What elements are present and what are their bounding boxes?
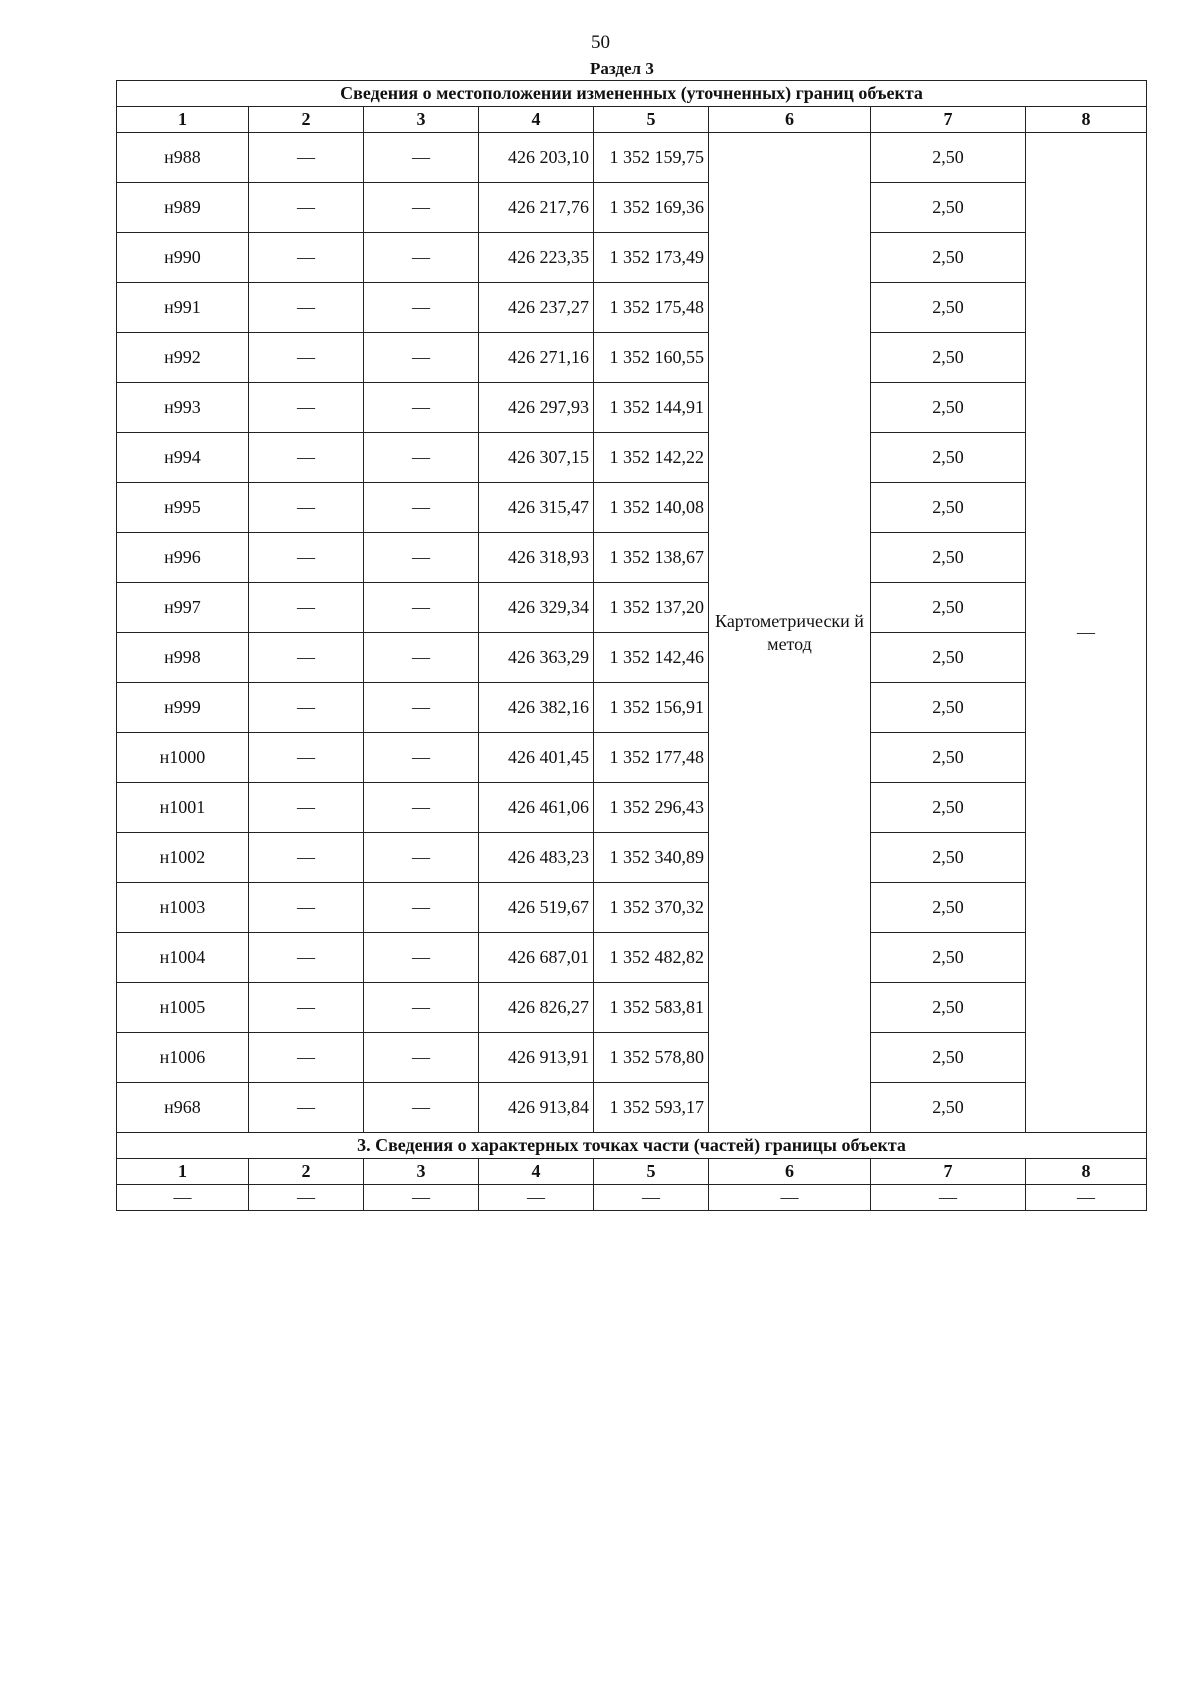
table1-header-cell: 7 — [871, 107, 1026, 133]
table2-cell: — — [871, 1185, 1026, 1211]
point-cell: н989 — [117, 183, 249, 233]
table2-header-cell: 8 — [1026, 1159, 1147, 1185]
accuracy-cell: 2,50 — [871, 633, 1026, 683]
y-coordinate-cell: 1 352 144,91 — [594, 383, 709, 433]
x-coordinate-cell: 426 687,01 — [479, 933, 594, 983]
col2-cell: — — [249, 883, 364, 933]
x-coordinate-cell: 426 237,27 — [479, 283, 594, 333]
col3-cell: — — [364, 483, 479, 533]
col2-cell: — — [249, 833, 364, 883]
col3-cell: — — [364, 683, 479, 733]
accuracy-cell: 2,50 — [871, 833, 1026, 883]
x-coordinate-cell: 426 217,76 — [479, 183, 594, 233]
table-row — [117, 133, 1147, 183]
table1-header-cell: 2 — [249, 107, 364, 133]
col3-cell: — — [364, 383, 479, 433]
col2-cell: — — [249, 433, 364, 483]
y-coordinate-cell: 1 352 140,08 — [594, 483, 709, 533]
point-cell: н1002 — [117, 833, 249, 883]
point-cell: н1004 — [117, 933, 249, 983]
table2-cell: — — [594, 1185, 709, 1211]
table2-header-cell: 2 — [249, 1159, 364, 1185]
col2-cell: — — [249, 1083, 364, 1133]
accuracy-cell: 2,50 — [871, 733, 1026, 783]
x-coordinate-cell: 426 913,84 — [479, 1083, 594, 1133]
table-row — [117, 883, 1147, 933]
col3-cell: — — [364, 283, 479, 333]
col3-cell: — — [364, 633, 479, 683]
accuracy-cell: 2,50 — [871, 533, 1026, 583]
col3-cell: — — [364, 133, 479, 183]
y-coordinate-cell: 1 352 583,81 — [594, 983, 709, 1033]
x-coordinate-cell: 426 271,16 — [479, 333, 594, 383]
point-cell: н988 — [117, 133, 249, 183]
table-row — [117, 1083, 1147, 1133]
col2-cell: — — [249, 283, 364, 333]
point-cell: н1003 — [117, 883, 249, 933]
point-cell: н990 — [117, 233, 249, 283]
col3-cell: — — [364, 883, 479, 933]
col2-cell: — — [249, 183, 364, 233]
col2-cell: — — [249, 533, 364, 583]
col3-cell: — — [364, 1083, 479, 1133]
accuracy-cell: 2,50 — [871, 1083, 1026, 1133]
accuracy-cell: 2,50 — [871, 333, 1026, 383]
table2-cell: — — [117, 1185, 249, 1211]
table1-header-cell: 1 — [117, 107, 249, 133]
col3-cell: — — [364, 233, 479, 283]
x-coordinate-cell: 426 315,47 — [479, 483, 594, 533]
col3-cell: — — [364, 783, 479, 833]
table2-row — [117, 1185, 1147, 1211]
col2-cell: — — [249, 383, 364, 433]
table1-title-row — [117, 81, 1147, 107]
col2-cell: — — [249, 233, 364, 283]
table2-header-row — [117, 1159, 1147, 1185]
x-coordinate-cell: 426 913,91 — [479, 1033, 594, 1083]
y-coordinate-cell: 1 352 370,32 — [594, 883, 709, 933]
accuracy-cell: 2,50 — [871, 883, 1026, 933]
table-row — [117, 633, 1147, 683]
point-cell: н999 — [117, 683, 249, 733]
table-row — [117, 933, 1147, 983]
table-row — [117, 683, 1147, 733]
accuracy-cell: 2,50 — [871, 783, 1026, 833]
y-coordinate-cell: 1 352 175,48 — [594, 283, 709, 333]
accuracy-cell: 2,50 — [871, 183, 1026, 233]
col2-cell: — — [249, 133, 364, 183]
col3-cell: — — [364, 833, 479, 883]
point-cell: н997 — [117, 583, 249, 633]
point-cell: н995 — [117, 483, 249, 533]
accuracy-cell: 2,50 — [871, 483, 1026, 533]
y-coordinate-cell: 1 352 138,67 — [594, 533, 709, 583]
table1-title: Сведения о местоположении измененных (уточненных) границ объекта — [117, 81, 1147, 107]
method-cell: Картометрически й метод — [709, 133, 871, 1133]
table-row — [117, 383, 1147, 433]
x-coordinate-cell: 426 307,15 — [479, 433, 594, 483]
col3-cell: — — [364, 1033, 479, 1083]
table-row — [117, 233, 1147, 283]
point-cell: н991 — [117, 283, 249, 333]
y-coordinate-cell: 1 352 142,46 — [594, 633, 709, 683]
table2-header-cell: 7 — [871, 1159, 1026, 1185]
x-coordinate-cell: 426 203,10 — [479, 133, 594, 183]
col2-cell: — — [249, 733, 364, 783]
table2-cell: — — [479, 1185, 594, 1211]
x-coordinate-cell: 426 461,06 — [479, 783, 594, 833]
accuracy-cell: 2,50 — [871, 233, 1026, 283]
table1-header-row — [117, 107, 1147, 133]
x-coordinate-cell: 426 382,16 — [479, 683, 594, 733]
x-coordinate-cell: 426 519,67 — [479, 883, 594, 933]
y-coordinate-cell: 1 352 169,36 — [594, 183, 709, 233]
col2-cell: — — [249, 333, 364, 383]
y-coordinate-cell: 1 352 296,43 — [594, 783, 709, 833]
y-coordinate-cell: 1 352 160,55 — [594, 333, 709, 383]
y-coordinate-cell: 1 352 578,80 — [594, 1033, 709, 1083]
table-row — [117, 183, 1147, 233]
table1-header-cell: 4 — [479, 107, 594, 133]
table-row — [117, 983, 1147, 1033]
col3-cell: — — [364, 533, 479, 583]
col2-cell: — — [249, 1033, 364, 1083]
accuracy-cell: 2,50 — [871, 433, 1026, 483]
col2-cell: — — [249, 583, 364, 633]
table2-header-cell: 6 — [709, 1159, 871, 1185]
x-coordinate-cell: 426 318,93 — [479, 533, 594, 583]
x-coordinate-cell: 426 363,29 — [479, 633, 594, 683]
table2-title: 3. Сведения о характерных точках части (частей) границы объекта — [117, 1133, 1147, 1159]
table2-cell: — — [364, 1185, 479, 1211]
col2-cell: — — [249, 483, 364, 533]
col3-cell: — — [364, 183, 479, 233]
point-cell: н968 — [117, 1083, 249, 1133]
accuracy-cell: 2,50 — [871, 383, 1026, 433]
point-cell: н992 — [117, 333, 249, 383]
x-coordinate-cell: 426 401,45 — [479, 733, 594, 783]
page-number: 50 — [591, 32, 610, 53]
point-cell: н1001 — [117, 783, 249, 833]
point-cell: н996 — [117, 533, 249, 583]
y-coordinate-cell: 1 352 159,75 — [594, 133, 709, 183]
point-cell: н998 — [117, 633, 249, 683]
table2-cell: — — [249, 1185, 364, 1211]
col3-cell: — — [364, 433, 479, 483]
table-row — [117, 283, 1147, 333]
accuracy-cell: 2,50 — [871, 133, 1026, 183]
col3-cell: — — [364, 933, 479, 983]
point-cell: н1006 — [117, 1033, 249, 1083]
table2-header-cell: 1 — [117, 1159, 249, 1185]
table-row — [117, 1033, 1147, 1083]
table-row — [117, 433, 1147, 483]
y-coordinate-cell: 1 352 340,89 — [594, 833, 709, 883]
table-row — [117, 483, 1147, 533]
col3-cell: — — [364, 983, 479, 1033]
table2-header-cell: 3 — [364, 1159, 479, 1185]
col8-cell: — — [1026, 133, 1147, 1133]
x-coordinate-cell: 426 483,23 — [479, 833, 594, 883]
table1-header-cell: 6 — [709, 107, 871, 133]
x-coordinate-cell: 426 223,35 — [479, 233, 594, 283]
y-coordinate-cell: 1 352 593,17 — [594, 1083, 709, 1133]
accuracy-cell: 2,50 — [871, 933, 1026, 983]
accuracy-cell: 2,50 — [871, 683, 1026, 733]
table1-header-cell: 5 — [594, 107, 709, 133]
table2-header-cell: 4 — [479, 1159, 594, 1185]
accuracy-cell: 2,50 — [871, 283, 1026, 333]
point-cell: н994 — [117, 433, 249, 483]
section-title: Раздел 3 — [590, 59, 654, 78]
table2-cell: — — [1026, 1185, 1147, 1211]
table2-header-cell: 5 — [594, 1159, 709, 1185]
col3-cell: — — [364, 333, 479, 383]
y-coordinate-cell: 1 352 177,48 — [594, 733, 709, 783]
table2-cell: — — [709, 1185, 871, 1211]
table1-header-cell: 8 — [1026, 107, 1147, 133]
x-coordinate-cell: 426 329,34 — [479, 583, 594, 633]
point-cell: н993 — [117, 383, 249, 433]
x-coordinate-cell: 426 297,93 — [479, 383, 594, 433]
table-row — [117, 833, 1147, 883]
x-coordinate-cell: 426 826,27 — [479, 983, 594, 1033]
y-coordinate-cell: 1 352 156,91 — [594, 683, 709, 733]
table-row — [117, 333, 1147, 383]
table-row — [117, 583, 1147, 633]
coordinates-table — [116, 80, 1147, 1211]
accuracy-cell: 2,50 — [871, 983, 1026, 1033]
col2-cell: — — [249, 983, 364, 1033]
y-coordinate-cell: 1 352 142,22 — [594, 433, 709, 483]
col2-cell: — — [249, 633, 364, 683]
y-coordinate-cell: 1 352 173,49 — [594, 233, 709, 283]
col2-cell: — — [249, 933, 364, 983]
y-coordinate-cell: 1 352 482,82 — [594, 933, 709, 983]
col3-cell: — — [364, 733, 479, 783]
table1-header-cell: 3 — [364, 107, 479, 133]
accuracy-cell: 2,50 — [871, 1033, 1026, 1083]
col2-cell: — — [249, 683, 364, 733]
table2-title-row — [117, 1133, 1147, 1159]
col2-cell: — — [249, 783, 364, 833]
table-row — [117, 783, 1147, 833]
point-cell: н1005 — [117, 983, 249, 1033]
accuracy-cell: 2,50 — [871, 583, 1026, 633]
table-row — [117, 533, 1147, 583]
col3-cell: — — [364, 583, 479, 633]
y-coordinate-cell: 1 352 137,20 — [594, 583, 709, 633]
point-cell: н1000 — [117, 733, 249, 783]
table-row — [117, 733, 1147, 783]
coordinates-table-body — [117, 81, 1147, 1211]
